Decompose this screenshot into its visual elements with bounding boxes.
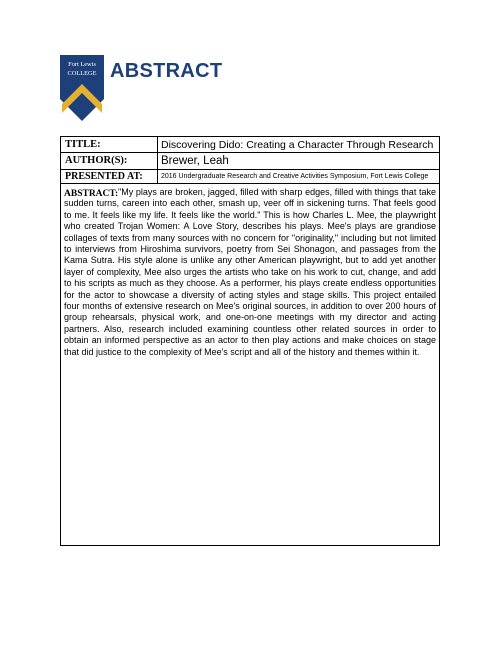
college-logo [60, 55, 104, 121]
abstract-label: ABSTRACT: [64, 189, 119, 199]
abstract-row [61, 184, 439, 358]
presented-label: PRESENTED AT: [61, 170, 158, 183]
title-value: Discovering Dido: Creating a Character Through Research [161, 139, 434, 151]
page-title: ABSTRACT [110, 60, 223, 82]
logo-line1: Fort Lewis [68, 61, 96, 68]
author-row [61, 153, 439, 170]
abstract-form [60, 136, 440, 546]
title-label: TITLE: [61, 137, 158, 152]
logo-line2: COLLEGE [67, 70, 97, 77]
presented-row [61, 170, 439, 184]
title-row [61, 137, 439, 153]
author-label: AUTHOR(S): [61, 153, 158, 169]
abstract-text: "My plays are broken, jagged, filled with sharp edges, filled with things that take sudden turns, careen into each other, smash up, veer off in sickening turns. That feels good to me. It feels like my life. It feels like the world." This is how Charles L. Mee, the playwright who created Trojan Women: A Love Story, describes his plays. Mee's plays are grandiose collages of texts from many sources with no concern for "originality," including but not limited to interviews from Hiroshima survivors, poetry from Sei Shonagon, and passages from the Kama Sutra. His style alone is unlike any other American playwright, but to add yet another layer of complexity, Mee also urges the artists who take on his work to cut, change, and add to his scripts as much as they choose. As a performer, his plays create endless opportunities for the actor to showcase a diversity of acting styles and stage skills. This project entailed four months of extensive research on Mee's original sources, in addition to over 200 hours of group rehearsals, physical work, and one-on-one meetings with my director and acting partners. Also, research included examining countless other related sources in order to obtain an informed perspective as an actor to then play actions and make choices on stage that did justice to the complexity of Mee's script and all of the history and themes within it. [64, 187, 436, 357]
abstract-body [64, 187, 436, 358]
presented-value: 2016 Undergraduate Research and Creative Activities Symposium, Fort Lewis College [161, 173, 429, 180]
author-value: Brewer, Leah [161, 155, 229, 167]
